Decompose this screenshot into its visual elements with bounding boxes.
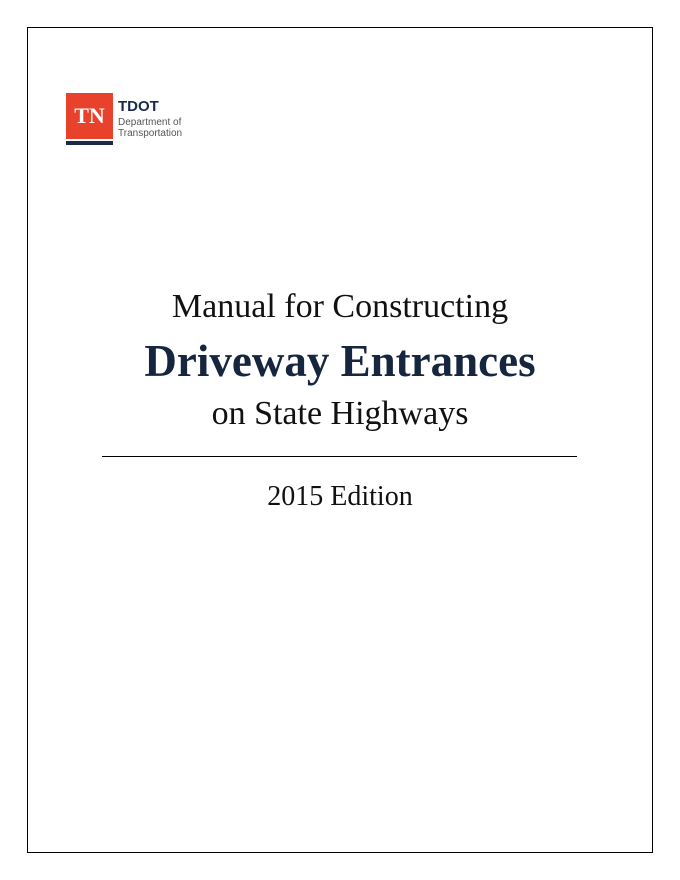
title-line1: Manual for Constructing	[171, 288, 509, 325]
title-divider	[102, 456, 577, 457]
logo-subtitle-line2: Transportation	[118, 128, 183, 139]
tdot-logo	[66, 93, 206, 147]
logo-subtitle-line1: Department of	[118, 117, 182, 128]
tn-badge: TN	[66, 93, 113, 139]
title-line3: on State Highways	[211, 395, 469, 432]
title-main: Driveway Entrances	[144, 336, 536, 386]
page-border	[27, 27, 653, 853]
edition-label: 2015 Edition	[267, 481, 413, 512]
logo-name: TDOT	[118, 98, 159, 115]
logo-underline-bar	[66, 141, 113, 145]
